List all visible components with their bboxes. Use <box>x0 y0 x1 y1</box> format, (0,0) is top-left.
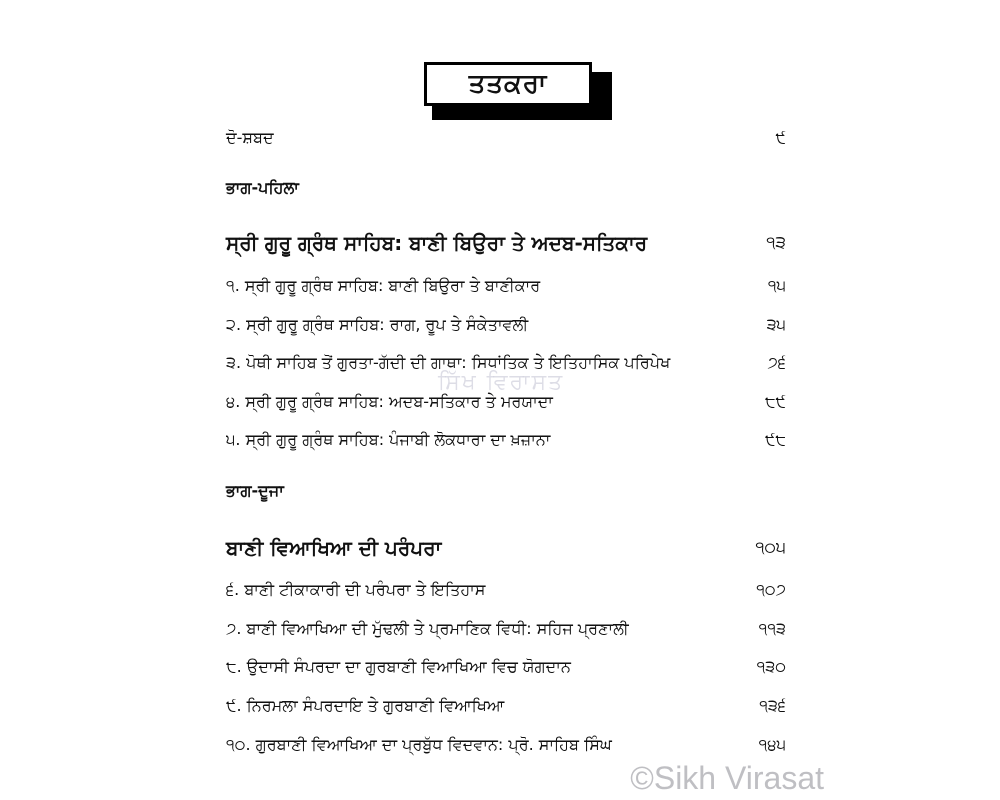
toc-entry-label: ੧. ਸ੍ਰੀ ਗੁਰੂ ਗ੍ਰੰਥ ਸਾਹਿਬ: ਬਾਣੀ ਬਿਉਰਾ ਤੇ ਬਾਣੀਕਾਰ <box>226 276 541 295</box>
toc-entry <box>226 272 786 300</box>
toc-entry-page: ੧੩੬ <box>759 696 786 715</box>
toc-entry-label: ਬਾਣੀ ਵਿਆਖਿਆ ਦੀ ਪਰੰਪਰਾ <box>226 536 442 560</box>
toc-entry-label: ਦੋ-ਸ਼ਬਦ <box>226 128 274 147</box>
page-title: ਤਤਕਰਾ <box>424 62 592 106</box>
toc-entry-label: ੨. ਸ੍ਰੀ ਗੁਰੂ ਗ੍ਰੰਥ ਸਾਹਿਬ: ਰਾਗ, ਰੂਪ ਤੇ ਸੰਕੇਤਾਵਲੀ <box>226 315 529 334</box>
part-one-heading: ਭਾਗ-ਪਹਿਲਾ <box>226 178 299 197</box>
toc-entry <box>226 653 786 681</box>
toc-entry-page: ੧੧੩ <box>758 619 786 638</box>
watermark-center: ਸਿੱਖ ਵਿਰਾਸਤ <box>438 370 565 395</box>
toc-entry-label: ੧੦. ਗੁਰਬਾਣੀ ਵਿਆਖਿਆ ਦਾ ਪ੍ਰਬੁੱਧ ਵਿਦਵਾਨ: ਪ੍ਰੋ. ਸਾਹਿਬ ਸਿੰਘ <box>226 735 612 754</box>
toc-entry-label: ੯. ਨਿਰਮਲਾ ਸੰਪਰਦਾਇ ਤੇ ਗੁਰਬਾਣੀ ਵਿਆਖਿਆ <box>226 696 505 715</box>
toc-entry-page: ੯ <box>775 128 786 147</box>
toc-entry-label: ੭. ਬਾਣੀ ਵਿਆਖਿਆ ਦੀ ਮੁੱਢਲੀ ਤੇ ਪ੍ਰਮਾਣਿਕ ਵਿਧੀ: ਸਹਿਜ ਪ੍ਰਣਾਲੀ <box>226 619 629 638</box>
toc-entry-page: ੧੪੫ <box>758 735 786 754</box>
toc-entry <box>226 731 786 759</box>
toc-entry-page: ੯੮ <box>764 430 786 449</box>
toc-entry <box>226 426 786 454</box>
toc-entry-page: ੧੦੫ <box>755 538 786 558</box>
toc-entry-label: ੩. ਪੋਥੀ ਸਾਹਿਬ ਤੋਂ ਗੁਰਤਾ-ਗੱਦੀ ਦੀ ਗਾਥਾ: ਸਿਧਾਂਤਿਕ ਤੇ ਇਤਿਹਾਸਿਕ ਪਰਿਪੇਖ <box>226 353 671 372</box>
toc-main-entry-part-two <box>226 534 786 562</box>
toc-entry-label: ਸ੍ਰੀ ਗੁਰੂ ਗ੍ਰੰਥ ਸਾਹਿਬ: ਬਾਣੀ ਬਿਉਰਾ ਤੇ ਅਦਬ-ਸਤਿਕਾਰ <box>226 231 648 255</box>
toc-entry-label: ੪. ਸ੍ਰੀ ਗੁਰੂ ਗ੍ਰੰਥ ਸਾਹਿਬ: ਅਦਬ-ਸਤਿਕਾਰ ਤੇ ਮਰਯਾਦਾ <box>226 392 553 411</box>
toc-entry-page: ੭੬ <box>767 353 786 372</box>
toc-entry-page: ੩੫ <box>766 315 786 334</box>
toc-entry-intro <box>226 124 786 152</box>
toc-entry-page: ੧੩ <box>766 233 786 253</box>
watermark-copyright: ©Sikh Virasat <box>630 760 824 796</box>
toc-entry-page: ੧੦੭ <box>756 580 786 599</box>
toc-entry-page: ੧੩੦ <box>756 657 786 676</box>
toc-entry-label: ੫. ਸ੍ਰੀ ਗੁਰੂ ਗ੍ਰੰਥ ਸਾਹਿਬ: ਪੰਜਾਬੀ ਲੋਕਧਾਰਾ ਦਾ ਖ਼ਜ਼ਾਨਾ <box>226 430 551 449</box>
toc-main-entry-part-one <box>226 229 786 257</box>
toc-entry-label: ੮. ਉਦਾਸੀ ਸੰਪਰਦਾ ਦਾ ਗੁਰਬਾਣੀ ਵਿਆਖਿਆ ਵਿਚ ਯੋਗਦਾਨ <box>226 657 571 676</box>
toc-entry <box>226 615 786 643</box>
toc-entry-page: ੮੯ <box>764 392 786 411</box>
toc-entry-label: ੬. ਬਾਣੀ ਟੀਕਾਕਾਰੀ ਦੀ ਪਰੰਪਰਾ ਤੇ ਇਤਿਹਾਸ <box>226 580 486 599</box>
part-two-heading: ਭਾਗ-ਦੂਜਾ <box>226 481 284 500</box>
toc-entry-page: ੧੫ <box>767 276 786 295</box>
toc-entry <box>226 692 786 720</box>
toc-entry <box>226 576 786 604</box>
toc-entry <box>226 311 786 339</box>
